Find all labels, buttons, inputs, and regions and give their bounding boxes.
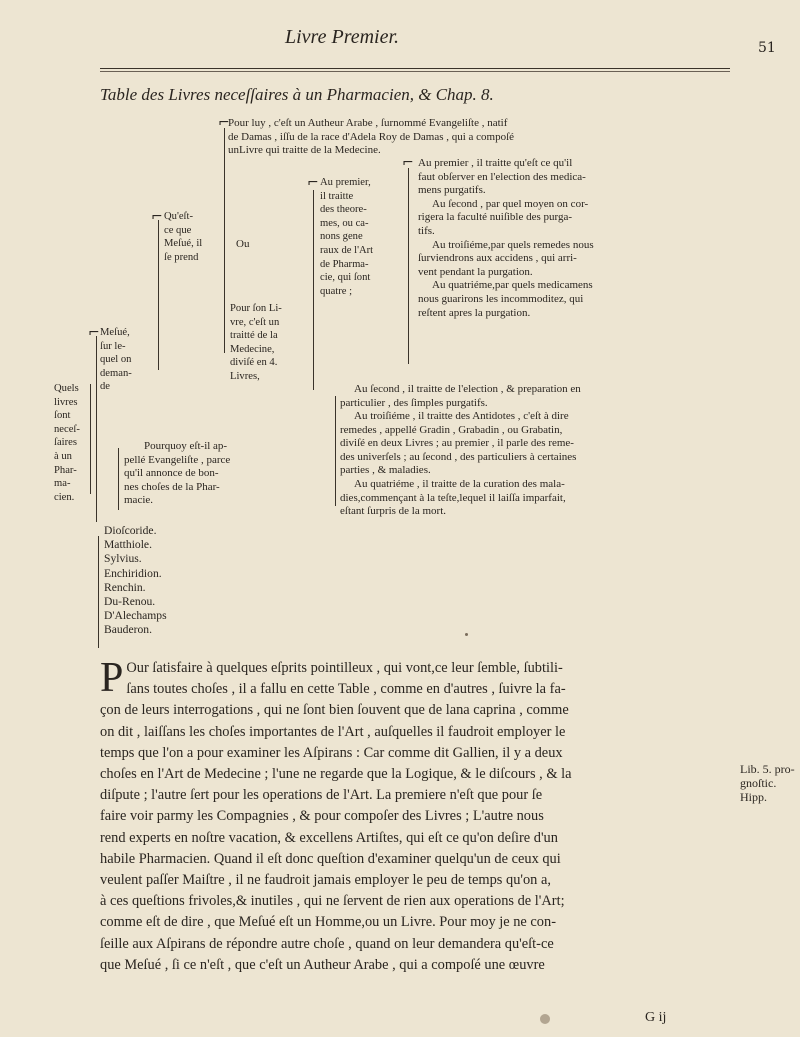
signature-mark: G ij	[645, 1010, 667, 1025]
brace-hook: ⌐	[218, 115, 230, 131]
quels-label: Quels livres ſont neceſ- ſaires à un Phar- ma- cien.	[54, 383, 80, 503]
margin-note: Lib. 5. pro- gnoſtic. Hipp.	[740, 762, 795, 804]
brace-hook: ⌐	[151, 209, 163, 225]
mesue-label: Meſué, ſur le- quel on deman- de	[100, 327, 132, 393]
running-head: Livre Premier.	[285, 26, 400, 48]
brace-quels	[90, 384, 91, 494]
authors-list: Dioſcoride. Matthiole. Sylvius. Enchiridion. Renchin. Du-Renou. D'Alechamps Bauderon.	[104, 524, 167, 637]
pour-luy-text: Pour luy , c'eſt un Autheur Arabe , ſurnommé Evangeliſte , natif de Damas , iſſu de la race d'Adela Roy de Damas , qui a compoſé unLivre qui traitte de la Medecine.	[228, 117, 515, 157]
ink-dot	[465, 633, 468, 636]
brace-hook: ⌐	[307, 175, 319, 191]
au-premier-label: Au premier, il traitte des theore- mes, ou ca- nons gene raux de l'Art de Pharma- cie, qui ſont quatre ;	[320, 177, 374, 297]
ou-label: Ou	[236, 238, 250, 250]
au-second: Au ſecond , il traitte de l'election , & preparation en particulier , des ſimples purgatifs.	[340, 383, 581, 409]
brace-mesue	[96, 336, 97, 522]
brace-hook: ⌐	[88, 325, 100, 341]
right-subtext: Au premier , il traitte qu'eſt ce qu'il faut obſerver en l'election des medica- mens purgatifs. Au ſecond , par quel moyen on cor- rigera la faculté nuiſible des purga- tifs. Au troiſiéme,par quels remedes nous ſurviendrons aux accidens , qui arri- vent pendant la purgation. Au quatriéme,par quels medicamens nous guarirons les incommoditez, qui reſtent apres la purgation.	[418, 157, 594, 319]
au-troisieme: Au troiſiéme , il traitte des Antidotes , c'eſt à dire remedes , appellé Gradin , Grabadin , ou Grabatin, diviſé en deux Livres ; au premier , il parle des reme- des univerſels ; au ſecond , des particuliers à certaines parties , & maladies.	[340, 410, 577, 477]
brace-pour	[224, 128, 225, 353]
header-rule-thin	[100, 71, 730, 72]
brace-authors	[98, 536, 99, 648]
ink-smudge	[540, 1014, 550, 1024]
header-rule	[100, 68, 730, 69]
au-quatrieme: Au quatriéme , il traitte de la curation des mala- dies,commençant à la teſte,lequel il laiſſa imparfait, eſtant ſurpris de la mort.	[340, 478, 566, 518]
page-number: 51	[758, 40, 776, 56]
brace-second	[335, 396, 336, 506]
pour-son-livre: Pour ſon Li- vre, c'eſt un traitté de la Medecine, diviſé en 4. Livres,	[230, 303, 282, 382]
brace-right	[408, 168, 409, 364]
pourquoy: Pourquoy eſt-il ap- pellé Evangeliſte , parce qu'il annonce de bon- nes choſes de la Phar- macie.	[124, 440, 231, 507]
brace-pourquoy	[118, 448, 119, 510]
drop-cap: P	[100, 655, 124, 701]
brace-quest	[158, 220, 159, 370]
table-title: Table des Livres neceſſaires à un Pharmacien, & Chap. 8.	[100, 85, 494, 104]
quest-label: Qu'eſt- ce que Meſué, il ſe prend	[164, 211, 203, 263]
body-paragraph: P Our ſatisfaire à quelques eſprits pointilleux , qui vont,ce leur ſemble, ſubtili- ſans toutes choſes , il a fallu en cette Table , comme en d'autres , ſuivre la fa- çon de leurs interrogations , qui ne ſont bien ſouvent que de lana caprina , comme on dit , laiſſans les choſes importantes de l'Art , auſquelles il faudroit employer le temps que l'on a pour examiner les Aſpirans : Car comme dit Gallien, il y a deux choſes en l'Art de Medecine ; l'une ne regarde que la Logique, & le diſcours , & la diſpute ; l'autre ſert pour les operations de l'Art. La premiere n'eſt que pour ſe faire voir parmy les Compagnies , & pour compoſer des Livres ; L'autre nous rend experts en noſtre vacation, & excellens Artiſtes, qui eſt ce qu'on deſire d'un habile Pharmacien. Quand il eſt donc queſtion d'examiner quelqu'un de ceux qui veulent paſſer Maiſtre , il ne faudroit jamais employer le peu de temps qu'on a, à ces queſtions frivoles,& inutiles , qui ne ſervent de rien aux operations de l'Art; comme eſt de dire , que Meſué eſt un Homme,ou un Livre. Pour moy je ne con- ſeille aux Aſpirans de répondre autre choſe , quand on leur demandera qu'eſt-ce que Meſué , ſi ce n'eſt , que c'eſt un Autheur Arabe , qui a compoſé une œuvre	[100, 655, 572, 973]
brace-au-premier	[313, 190, 314, 390]
brace-hook: ⌐	[402, 155, 414, 171]
